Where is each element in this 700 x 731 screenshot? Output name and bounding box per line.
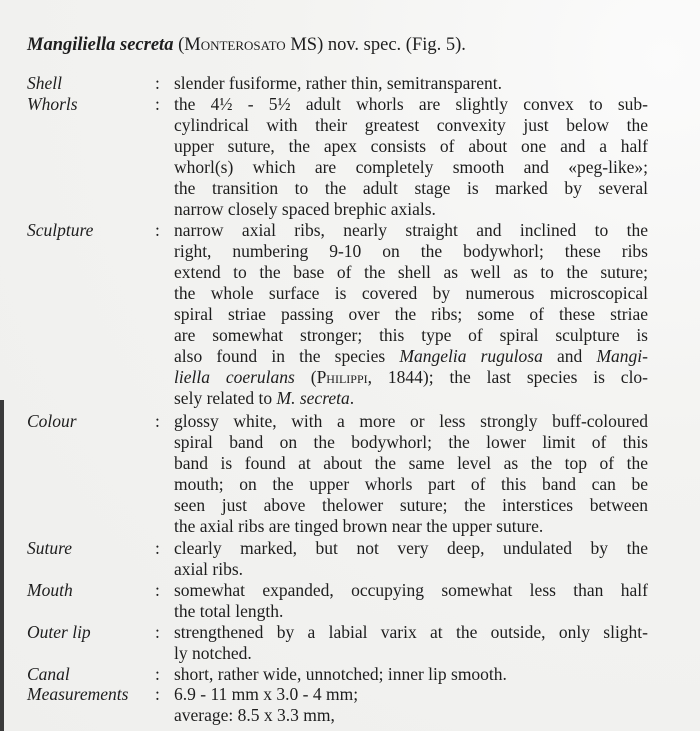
entry-label: Whorls xyxy=(27,94,78,114)
text-line: short, rather wide, unnotched; inner lip smooth. xyxy=(174,664,507,684)
entry-text xyxy=(174,411,648,537)
entry-colon: : xyxy=(155,664,160,684)
text-line: the axial ribs are tinged brown near the upper suture. xyxy=(174,516,544,536)
entry-label: Colour xyxy=(27,411,77,431)
text-run: ( xyxy=(294,367,317,387)
species-heading xyxy=(27,34,667,56)
text-line: are somewhat stronger; this type of spiral sculpture is xyxy=(174,325,648,345)
text-line: narrow closely spaced brephic axials. xyxy=(174,199,436,219)
entry-text xyxy=(174,684,648,726)
entry-label: Measurements xyxy=(27,684,129,704)
species-name: Mangiliella secreta xyxy=(27,35,174,55)
species-ref: Mangi- xyxy=(596,346,648,366)
text-line: spiral striae passing over the ribs; some of these striae xyxy=(174,304,648,324)
author-suffix: MS) xyxy=(285,35,324,55)
entry-colon: : xyxy=(155,622,160,642)
text-run: . xyxy=(349,388,355,408)
entry-label: Mouth xyxy=(27,580,73,600)
text-line: cylindrical with their greatest convexity just below the xyxy=(174,115,648,135)
text-line: somewhat expanded, occupying somewhat less than half xyxy=(174,580,648,600)
entry-label: Shell xyxy=(27,73,62,93)
entry-colon: : xyxy=(155,580,160,600)
text-run: and xyxy=(542,346,597,366)
author-open: ( xyxy=(178,35,185,55)
text-line xyxy=(174,346,648,367)
cropped-next-line xyxy=(27,727,627,731)
text-line: mouth; on the upper whorls part of this band can be xyxy=(174,474,648,494)
text-line: upper suture, the apex consists of about one and a half xyxy=(174,136,648,156)
species-ref: M. secreta xyxy=(276,388,350,408)
entry-colon: : xyxy=(155,94,160,114)
text-line: the total length. xyxy=(174,601,284,621)
entry-colon: : xyxy=(155,220,160,240)
text-line: strengthened by a labial varix at the outside, only slight- xyxy=(174,622,648,642)
entry-text xyxy=(174,622,648,664)
text-line: right, numbering 9-10 on the bodywhorl; these ribs xyxy=(174,241,648,261)
entry-label: Suture xyxy=(27,538,73,558)
entry-text xyxy=(174,664,648,685)
entry-colon: : xyxy=(155,684,160,704)
text-line: seen just above thelower suture; the interstices between xyxy=(174,495,648,515)
text-line: narrow axial ribs, nearly straight and inclined to the xyxy=(174,220,648,240)
text-line: glossy white, with a more or less strongly buff-coloured xyxy=(174,411,648,431)
text-line: ly notched. xyxy=(174,643,252,663)
entry-text xyxy=(174,580,648,622)
author-name: Monterosato xyxy=(184,35,286,55)
entry-text xyxy=(174,94,648,220)
text-line: the transition to the adult stage is marked by several xyxy=(174,178,648,198)
entry-label: Outer lip xyxy=(27,622,91,642)
text-line: clearly marked, but not very deep, undulated by the xyxy=(174,538,648,558)
text-line: whorl(s) which are completely smooth and «peg-like»; xyxy=(174,157,648,177)
text-line: average: 8.5 x 3.3 mm, xyxy=(174,705,335,725)
heading-rest: nov. spec. (Fig. 5). xyxy=(323,35,466,55)
entry-colon: : xyxy=(155,73,160,93)
text-run: sely related to xyxy=(174,388,277,408)
entry-colon: : xyxy=(155,411,160,431)
text-line: slender fusiforme, rather thin, semitransparent. xyxy=(174,73,503,93)
text-run: also found in the species xyxy=(174,346,400,366)
text-line: axial ribs. xyxy=(174,559,244,579)
text-line: the 4½ - 5½ adult whorls are slightly convex to sub- xyxy=(174,94,648,114)
text-run: , 1844); the last species is clo- xyxy=(367,367,648,387)
entry-text xyxy=(174,538,648,580)
scan-edge-shadow xyxy=(0,400,4,731)
species-ref: liella coerulans xyxy=(174,367,295,387)
text-line xyxy=(174,388,648,409)
entry-label: Canal xyxy=(27,664,70,684)
text-line: 6.9 - 11 mm x 3.0 - 4 mm; xyxy=(174,684,359,704)
text-line: extend to the base of the shell as well as to the suture; xyxy=(174,262,648,282)
text-line xyxy=(174,367,648,388)
entry-text xyxy=(174,73,648,94)
text-line: spiral band on the bodywhorl; the lower limit of this xyxy=(174,432,648,452)
entry-text xyxy=(174,220,648,409)
species-ref: Mangelia rugulosa xyxy=(399,346,543,366)
text-line: band is found at about the same level as the top of the xyxy=(174,453,648,473)
entry-colon: : xyxy=(155,538,160,558)
entry-label: Sculpture xyxy=(27,220,94,240)
author-ref: Philippi xyxy=(316,367,368,387)
text-line: the whole surface is covered by numerous microscopical xyxy=(174,283,648,303)
